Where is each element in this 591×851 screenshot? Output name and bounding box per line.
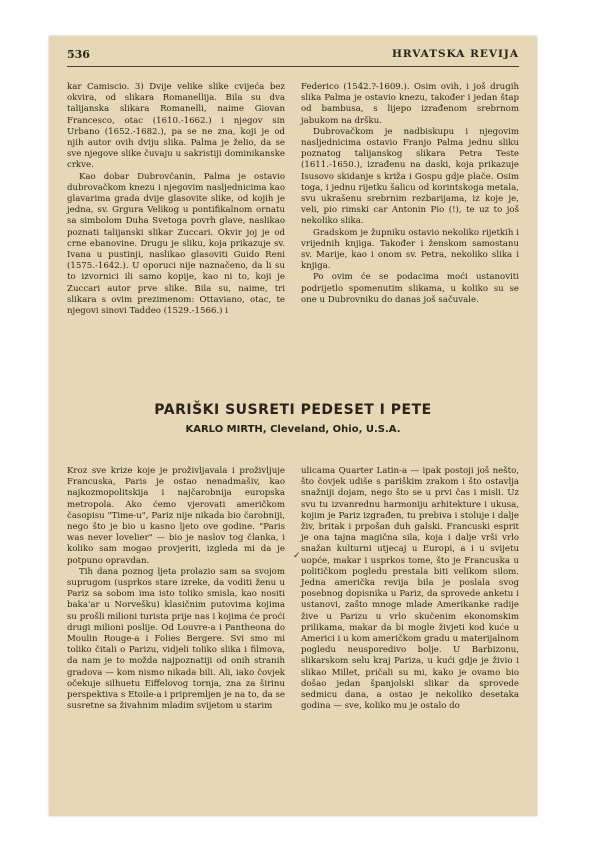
- paragraph: Federico (1542.?-1609.). Osim ovih, i još drugih slika Palma je ostavio knezu, također i jedan štap od bambusa, s lijepo izrađenom srebrnom jabukom na dršku.: [301, 82, 519, 126]
- page-header: [67, 48, 519, 67]
- paragraph: Kroz sve krize koje je proživljavala i proživljuje Francuska, Paris je ostao nenadmašiv, kao najkozmopolitskija i najčarobnija europska metropola. Ako ćemo vjerovati američkom časopisu "Time-u", Pariz nije nikada bio čarobniji, nego što je bio u kasno ljeto ove godine. "Paris was never lovelier" — bio je naslov tog članka, i koliko sam mogao provjeriti, izgleda mi da je potpuno opravdan.: [67, 466, 285, 566]
- column-bottom-left: [67, 466, 285, 712]
- paragraph: Dubrovačkom je nadbiskupu i njegovim nasljednicima ostavio Franjo Palma jednu sliku poznatog talijanskog slikara Petra Teste (1611.-1650.), izrađenu na daski, koja prikazuje Isusovo skidanje s križa i Gospu gdje plače. Osim toga, i jednu rijetku šalicu od korintskoga metala, svu ukrašenu srebrnim rezbarijama, iz koje je, veli, pio rimski car Antonin Pio (!), te uz to još nekoliko slika.: [301, 126, 519, 227]
- paragraph: Tih dana poznog ljeta prolazio sam sa svojom suprugom (usprkos stare izreke, da voditi ženu u Pariz sa sobom ima isto toliko smisla, kao nositi baka'ar u Norvešku) klasičnim putovima kojima su prošli milioni turista prije nas i kojima će proći drugi milioni poslije. Od Louvre-a i Pantheona do Moulin Rouge-a i Folies Bergere. Svi smo mi toliko čitali o Parizu, vidjeli toliko slika i filmova, da nam je to možda najpoznatiji od onih stranih gradova — kom nismo nikada bili. Ali, iako čovjek očekuje silhuetu Eiffelovog tornja, zna za širinu perspektiva s Etoile-a i pripremljen je na to, da se susretne sa živahnim mladim svijetom u starim: [67, 566, 285, 712]
- magazine-page: [49, 36, 537, 816]
- column-bottom-right: [301, 466, 519, 712]
- running-title: HRVATSKA REVIJA: [392, 48, 519, 60]
- column-top-right: [301, 82, 519, 306]
- paragraph: kar Camiscio. 3) Dvije velike slike cvijeća bez okvira, od slikara Romanellija. Bila su dva talijanska slikara Romanelli, naime Giovan Francesco, otac (1610.-1662.) i njegov sin Urbano (1652.-1682.), pa se ne zna, koji je od njih autor ovih dviju slika. Palma je želio, da se sve njegove slike čuvaju u sakristiji dominikanske crkve.: [67, 82, 285, 171]
- margin-mark: ✓: [293, 551, 301, 561]
- paragraph: Gradskom je župniku ostavio nekoliko rijetkih i vrijednih knjiga. Također i ženskom samostanu sv. Marije, kao i onom sv. Petra, nekoliko slika i knjiga.: [301, 227, 519, 272]
- paragraph: ulicama Quarter Latin-a — ipak postoji još nešto, što čovjek udiše s pariškim zrakom i što ostavlja snažniji dojam, nego što se u prvi čas i misli. Uz svu tu izvanrednu harmoniju arhitekture i ukusa, kojim je Pariz izgrađen, tu prebiva i stoluje i dalje živ, britak i prpošan duh galski. Francuski esprit je ona tajna magična sila, koja i dalje vrši vrlo snažan kulturni utjecaj u Europi, a i u svijetu uopće, makar i usprkos tome, što je Francuska u političkom pogledu prestala biti velikom silom. Jedna američka revija bila je poslala svog posebnog dopisnika u Pariz, da sprovede anketu i ustanovi, zašto mnoge mlade Amerikanke radije žive u Parizu u vrlo skučenim ekonomskim prilikama, makar da bi mogle živjeti kod kuće u Americi i u kom američkom gradu u materijalnom pogledu neusporedivo bolje. U Barbizonu, slikarskom selu kraj Pariza, u kući gdje je živio i slikao Millet, pričali su mi, kako je ovamo bio došao jedan španjolski slikar da sprovede sedmicu dana, a ostao je nekoliko desetaka godina — sve, koliko mu je ostalo do: [301, 466, 519, 712]
- article-author: KARLO MIRTH, Cleveland, Ohio, U.S.A.: [185, 424, 401, 435]
- column-top-left: [67, 82, 285, 317]
- page-number: 536: [67, 48, 90, 61]
- paragraph: Po ovim će se podacima moći ustanoviti podrijetlo spomenutim slikama, u koliko su se one u Dubrovniku do danas još sačuvale.: [301, 272, 519, 305]
- article-title: PARIŠKI SUSRETI PEDESET I PETE: [154, 402, 432, 418]
- paragraph: Kao dobar Dubrovčanin, Palma je ostavio dubrovačkom knezu i njegovim nasljednicima kao glavarima grada dvije glasovite slike, od kojih je jedna, sv. Grgura Velikog u pontifikalnom ornatu sa simbolom Duha Svetoga povrh glave, naslikao poznati talijanski slikar Zuccari. Okvir joj je od crne ebanovine. Drugu je sliku, koja prikazuje sv. Ivana u pustinji, naslikao glasoviti Guido Reni (1575.-1642.). U oporuci nije naznačeno, da li su to izvornici ili samo kopije, kao ni to, koji je Zuccari autor prve slike. Bila su, naime, tri slikara s ovim prezimenom: Ottaviano, otac, te njegovi sinovi Taddeo (1529.-1566.) i: [67, 171, 285, 317]
